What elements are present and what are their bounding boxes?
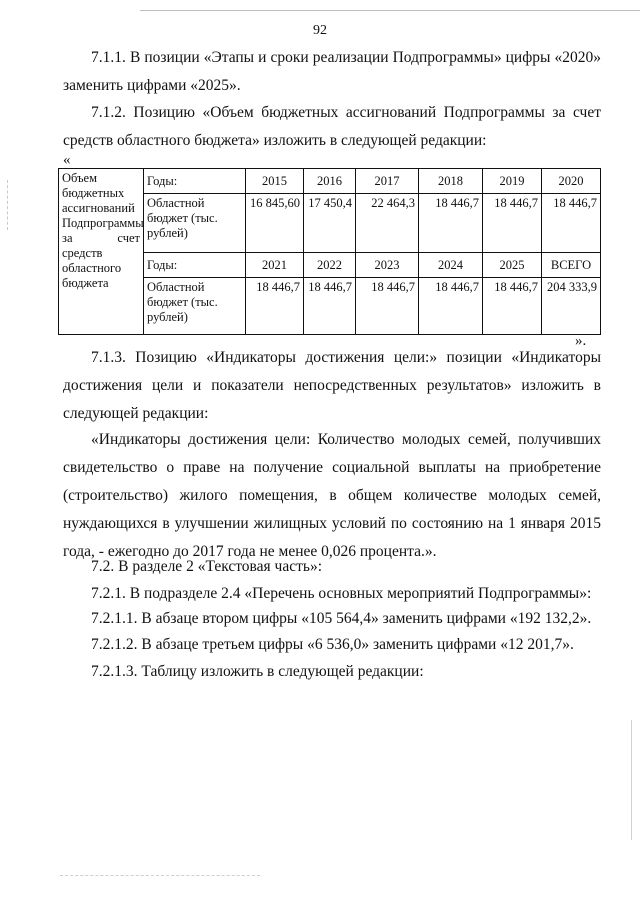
value-cell: 18 446,7 <box>483 278 542 335</box>
paragraph-7-2-1-3: 7.2.1.3. Таблицу изложить в следующей редакции: <box>91 663 424 680</box>
total-label-cell: ВСЕГО <box>542 253 601 278</box>
quote-open-mark: « <box>63 152 71 168</box>
year-cell: 2017 <box>356 169 419 194</box>
paragraph-7-2-1-2: 7.2.1.2. В абзаце третьем цифры «6 536,0» заменить цифрами «12 201,7». <box>91 636 574 653</box>
scan-artifact-bottom <box>60 875 260 877</box>
value-cell: 18 446,7 <box>246 278 304 335</box>
value-cell: 18 446,7 <box>304 278 356 335</box>
budget-table <box>58 168 601 335</box>
year-cell: 2024 <box>419 253 483 278</box>
years-label-cell: Годы: <box>144 253 246 278</box>
years-label-cell: Годы: <box>144 169 246 194</box>
scan-artifact-right <box>631 720 632 840</box>
year-cell: 2015 <box>246 169 304 194</box>
paragraph-7-2: 7.2. В разделе 2 «Текстовая часть»: <box>91 558 322 575</box>
year-cell: 2019 <box>483 169 542 194</box>
year-cell: 2018 <box>419 169 483 194</box>
paragraph-7-2-1: 7.2.1. В подразделе 2.4 «Перечень основных мероприятий Подпрограммы»: <box>91 585 592 602</box>
year-cell: 2022 <box>304 253 356 278</box>
paragraph-7-1-3-quote: «Индикаторы достижения цели: Количество молодых семей, получивших свидетельство о праве на получение социальной выплаты на приобретение (строительство) жилого помещения, в общем количестве молодых семей, нуждающихся в улучшении жилищных условий по состоянию на 1 января 2015 года, - ежегодно до 2017 года не менее 0,026 процента.». <box>63 431 601 560</box>
page-number: 92 <box>313 23 327 38</box>
value-cell: 18 446,7 <box>419 278 483 335</box>
year-cell: 2023 <box>356 253 419 278</box>
value-cell: 18 446,7 <box>483 194 542 253</box>
scan-artifact-left <box>7 180 9 230</box>
year-cell: 2025 <box>483 253 542 278</box>
budget-label-cell: Областной бюджет (тыс. рублей) <box>144 194 246 253</box>
value-cell: 18 446,7 <box>419 194 483 253</box>
value-cell: 17 450,4 <box>304 194 356 253</box>
quote-close-mark: ». <box>575 333 587 349</box>
year-cell: 2020 <box>542 169 601 194</box>
paragraph-7-1-2: 7.1.2. Позицию «Объем бюджетных ассигнований Подпрограммы за счет средств областного бюджета» изложить в следующей редакции: <box>63 104 601 149</box>
value-cell: 18 446,7 <box>542 194 601 253</box>
budget-label-cell: Областной бюджет (тыс. рублей) <box>144 278 246 335</box>
paragraph-7-2-1-1: 7.2.1.1. В абзаце втором цифры «105 564,4» заменить цифрами «192 132,2». <box>91 610 592 627</box>
table-row <box>59 169 601 194</box>
year-cell: 2016 <box>304 169 356 194</box>
scan-artifact-top <box>140 10 640 11</box>
value-cell: 16 845,60 <box>246 194 304 253</box>
value-cell: 22 464,3 <box>356 194 419 253</box>
paragraph-7-1-3: 7.1.3. Позицию «Индикаторы достижения цели:» позиции «Индикаторы достижения цели и показатели непосредственных результатов» изложить в следующей редакции: <box>63 349 601 422</box>
paragraph-7-1-1: 7.1.1. В позиции «Этапы и сроки реализации Подпрограммы» цифры «2020» заменить цифрами «2025». <box>63 49 601 94</box>
value-cell: 18 446,7 <box>356 278 419 335</box>
row-label-cell: Объем бюджетных ассигнований Подпрограммы за счет средств областного бюджета <box>59 169 144 335</box>
total-value-cell: 204 333,9 <box>542 278 601 335</box>
year-cell: 2021 <box>246 253 304 278</box>
